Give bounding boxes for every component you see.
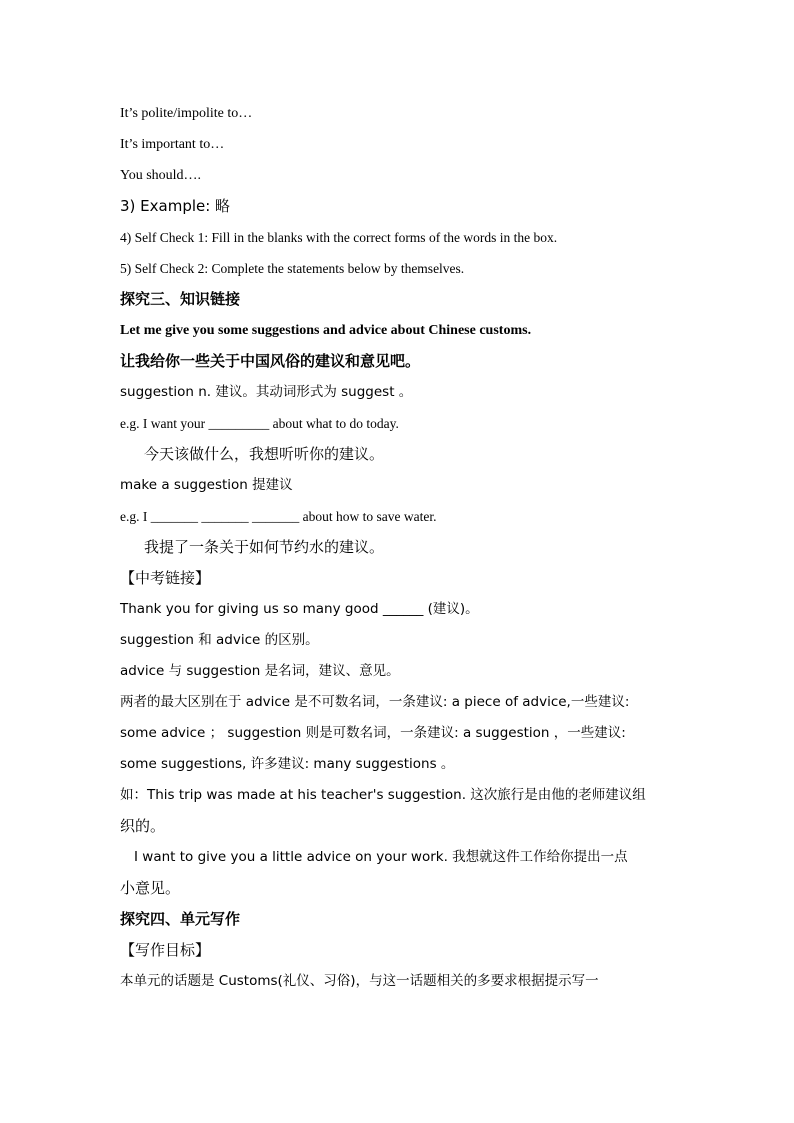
- example-translation-1: 今天该做什么，我想听听你的建议。: [144, 445, 385, 463]
- example-sentence-2: e.g. I _______ _______ _______ about how to save water.: [120, 509, 437, 524]
- phrase-polite: It’s polite/impolite to…: [120, 106, 253, 121]
- phrase-should: You should….: [120, 168, 202, 183]
- document-page: [120, 98, 676, 997]
- self-check-2: 5) Self Check 2: Complete the statements below by themselves.: [120, 261, 465, 276]
- bold-chinese-sentence: 让我给你一些关于中国风俗的建议和意见吧。: [120, 352, 421, 370]
- difference-detail-2: some advice ； suggestion 则是可数名词，一条建议: a suggestion ，一些建议:: [120, 725, 626, 741]
- bold-english-sentence: Let me give you some suggestions and advice about Chinese customs.: [120, 323, 532, 338]
- difference-note: advice 与 suggestion 是名词，建议、意见。: [120, 663, 400, 679]
- example-such-as-1-cont: 织的。: [120, 817, 166, 835]
- section-heading-4: 探究四、单元写作: [120, 910, 241, 928]
- example-such-as-2-cont: 小意见。: [120, 879, 181, 897]
- difference-detail-3: some suggestions, 许多建议: many suggestions 。: [120, 756, 455, 772]
- exam-question: Thank you for giving us so many good ______ (建议)。: [120, 601, 479, 617]
- writing-goal-heading: 【写作目标】: [120, 941, 211, 959]
- example-line: 3) Example: 略: [120, 197, 231, 215]
- writing-goal-text: 本单元的话题是 Customs(礼仪、习俗)，与这一话题相关的多要求根据提示写一: [120, 973, 599, 989]
- phrase-make-suggestion: make a suggestion 提建议: [120, 477, 293, 493]
- difference-title: suggestion 和 advice 的区别。: [120, 632, 319, 648]
- example-translation-2: 我提了一条关于如何节约水的建议。: [144, 538, 385, 556]
- suggestion-definition: suggestion n. 建议。其动词形式为 suggest 。: [120, 384, 413, 400]
- self-check-1: 4) Self Check 1: Fill in the blanks with the correct forms of the words in the box.: [120, 230, 558, 245]
- example-such-as-2: I want to give you a little advice on your work. 我想就这件工作给你提出一点: [134, 849, 628, 865]
- example-such-as-1: 如：This trip was made at his teacher's suggestion. 这次旅行是由他的老师建议组: [120, 787, 646, 803]
- example-sentence-1: e.g. I want your _________ about what to do today.: [120, 416, 399, 431]
- section-heading-3: 探究三、知识链接: [120, 290, 241, 308]
- phrase-important: It’s important to…: [120, 137, 225, 152]
- difference-detail-1: 两者的最大区别在于 advice 是不可数名词，一条建议: a piece of advice,一些建议:: [120, 694, 630, 710]
- exam-link-heading: 【中考链接】: [120, 569, 211, 587]
